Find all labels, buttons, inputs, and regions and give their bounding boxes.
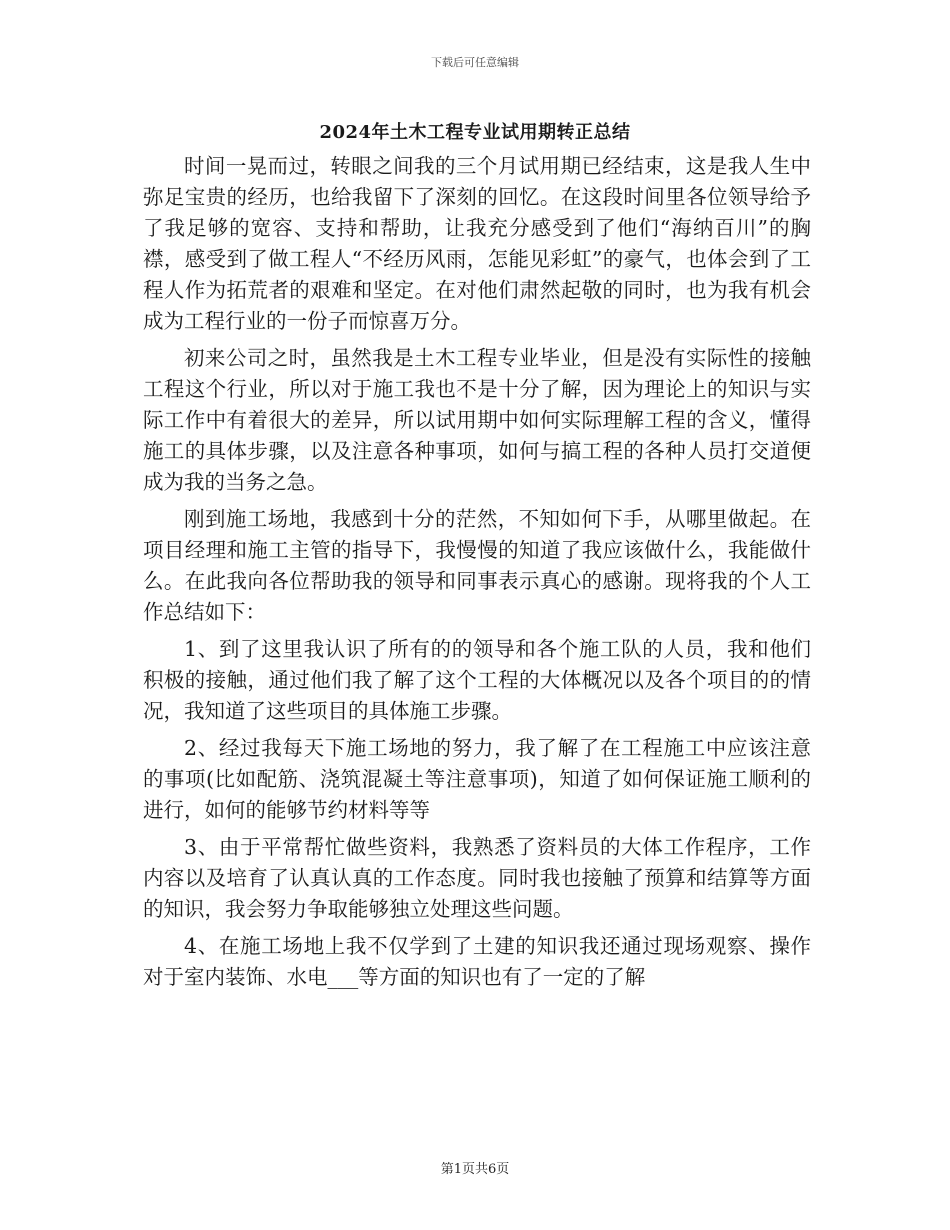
paragraph-item-2: 2、经过我每天下施工场地的努力，我了解了在工程施工中应该注意的事项(比如配筋、浇筑混凝土等注意事项)，知道了如何保证施工顺利的进行，如何的能够节约材料等等 xyxy=(143,736,811,822)
paragraph-item-4: 4、在施工场地上我不仅学到了土建的知识我还通过现场观察、操作对于室内装饰、水电___等方面的知识也有了一定的了解 xyxy=(143,934,811,989)
paragraph-item-1: 1、到了这里我认识了所有的的领导和各个施工队的人员，我和他们积极的接触，通过他们我了解了这个工程的大体概况以及各个项目的的情况，我知道了这些项目的具体施工步骤。 xyxy=(143,637,811,723)
paragraph-intro: 时间一晃而过，转眼之间我的三个月试用期已经结束，这是我人生中弥足宝贵的经历，也给我留下了深刻的回忆。在这段时间里各位领导给予了我足够的宽容、支持和帮助，让我充分感受到了他们“海纳百川”的胸襟，感受到了做工程人“不经历风雨，怎能见彩虹”的豪气，也体会到了工程人作为拓荒者的艰难和坚定。在对他们肃然起敬的同时，也为我有机会成为工程行业的一份子而惊喜万分。 xyxy=(143,154,811,333)
page-number: 第1页共6页 xyxy=(440,1162,510,1177)
header-note: 下载后可任意编辑 xyxy=(431,56,519,69)
paragraph-site: 刚到施工场地，我感到十分的茫然，不知如何下手，从哪里做起。在项目经理和施工主管的指导下，我慢慢的知道了我应该做什么，我能做什么。在此我向各位帮助我的领导和同事表示真心的感谢。现将我的个人工作总结如下： xyxy=(143,507,811,624)
document-title: 2024年土木工程专业试用期转正总结 xyxy=(319,122,631,143)
document-body xyxy=(143,151,811,999)
paragraph-item-3: 3、由于平常帮忙做些资料，我熟悉了资料员的大体工作程序，工作内容以及培育了认真认真的工作态度。同时我也接触了预算和结算等方面的知识，我会努力争取能够独立处理这些问题。 xyxy=(143,835,811,921)
paragraph-arrival: 初来公司之时，虽然我是土木工程专业毕业，但是没有实际性的接触工程这个行业，所以对于施工我也不是十分了解，因为理论上的知识与实际工作中有着很大的差异，所以试用期中如何实际理解工程的含义，懂得施工的具体步骤，以及注意各种事项，如何与搞工程的各种人员打交道便成为我的当务之急。 xyxy=(143,346,811,494)
